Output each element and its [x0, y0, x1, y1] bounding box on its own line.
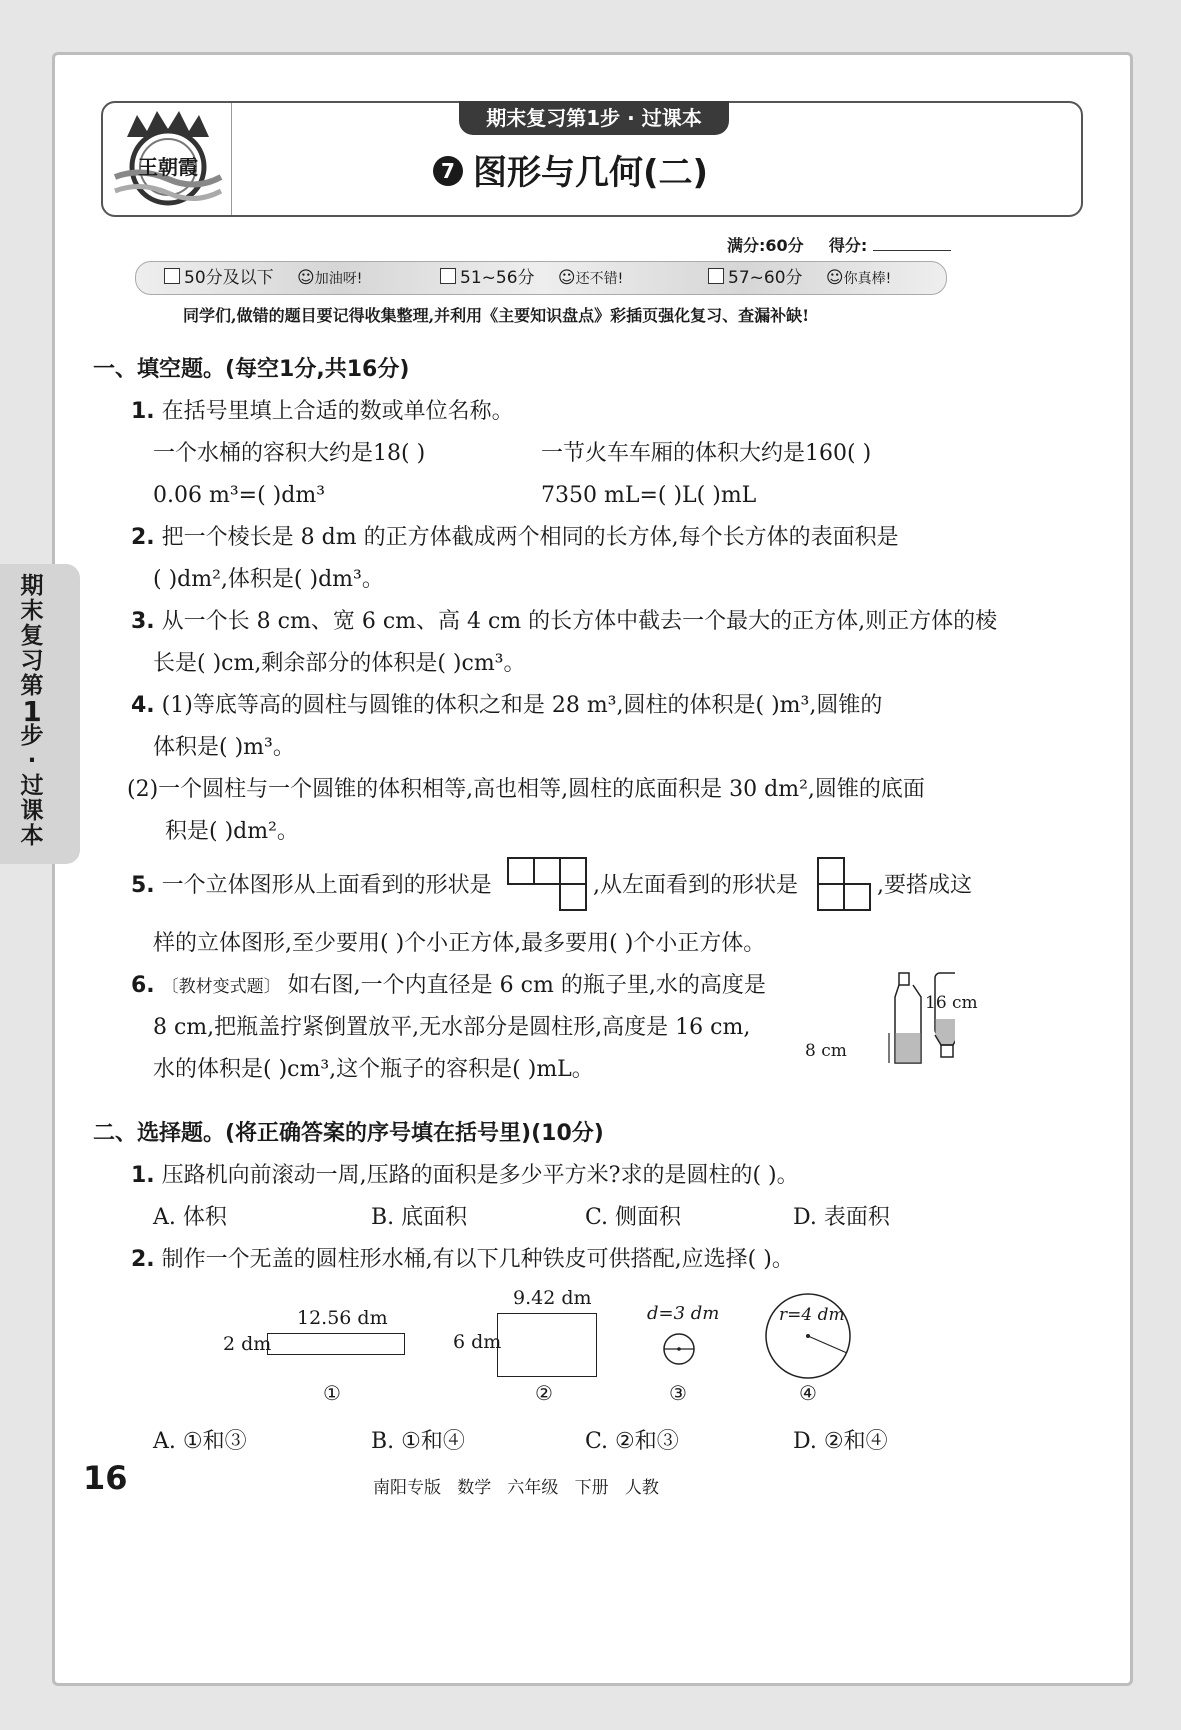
q4-line4: 积是( )dm²。	[165, 819, 299, 844]
fig1-height-label: 2 dm	[223, 1333, 272, 1355]
side-tab-char: 课	[20, 798, 44, 824]
header-divider	[231, 103, 232, 215]
bottle-figure	[845, 971, 955, 1071]
logo	[113, 107, 223, 207]
q1-stem	[131, 397, 514, 427]
rating-range: 51~56分	[460, 268, 535, 288]
q6-line2: 8 cm,把瓶盖拧紧倒置放平,无水部分是圆柱形,高度是 16 cm,	[153, 1015, 751, 1040]
q-number: 2.	[131, 1247, 155, 1272]
s2-q1-stem	[131, 1161, 799, 1191]
side-tab-text	[0, 574, 64, 849]
got-score-blank[interactable]	[873, 250, 951, 251]
q-number: 4.	[131, 693, 155, 718]
fig3-number: ③	[669, 1381, 687, 1405]
rating-checkbox[interactable]	[708, 268, 724, 284]
s2-q2-option-a[interactable]: A. ①和③	[153, 1429, 247, 1454]
rating-bar	[135, 261, 947, 295]
rating-item	[164, 262, 362, 295]
score-line	[727, 233, 951, 256]
q-number: 1.	[131, 399, 155, 424]
q5-end: ,要搭成这	[877, 873, 972, 898]
section2-title: 二、选择题。(将正确答案的序号填在括号里)(10分)	[93, 1121, 604, 1146]
q6-tag: 〔教材变式题〕	[161, 977, 281, 997]
step-banner	[459, 101, 729, 135]
side-tab-char: 步	[20, 723, 44, 749]
rating-checkbox[interactable]	[440, 268, 456, 284]
q4-line3: (2)一个圆柱与一个圆锥的体积相等,高也相等,圆柱的底面积是 30 dm²,圆锥的底面	[127, 777, 925, 802]
q5-mid: ,从左面看到的形状是	[593, 873, 798, 898]
s2-q1-option-a[interactable]: A. 体积	[153, 1205, 227, 1230]
top-view-figure	[507, 857, 589, 913]
q-number: 3.	[131, 609, 155, 634]
fig2-height-label: 6 dm	[453, 1331, 502, 1353]
page-sheet	[52, 52, 1133, 1686]
unit-title: 图形与几何(二)	[473, 153, 709, 193]
side-tab-char: 1	[22, 695, 42, 728]
unit-number: 7	[441, 159, 455, 183]
q-number: 5.	[131, 873, 155, 898]
q3-stem	[131, 607, 997, 637]
fig3-diameter-label: d=3 dm	[647, 1303, 720, 1324]
fig4-radius-label: r=4 dm	[779, 1305, 845, 1325]
q3-line2: 长是( )cm,剩余部分的体积是( )cm³。	[153, 651, 526, 676]
bottle-label-8cm: 8 cm	[805, 1041, 847, 1061]
q2-stem	[131, 523, 899, 553]
fig1-width-label: 12.56 dm	[297, 1307, 388, 1329]
left-view-figure	[817, 857, 873, 913]
s2-q1-option-b[interactable]: B. 底面积	[371, 1205, 468, 1230]
side-tab-char: 复	[20, 623, 44, 649]
fig4-number: ④	[799, 1381, 817, 1405]
rating-msg: 加油呀!	[314, 271, 363, 287]
full-score: 满分:60分	[727, 236, 804, 255]
side-tab-char: 期	[20, 573, 44, 599]
q6-line3: 水的体积是( )cm³,这个瓶子的容积是( )mL。	[153, 1057, 594, 1082]
q-number: 2.	[131, 525, 155, 550]
side-tab-char: 第	[20, 673, 44, 699]
rating-checkbox[interactable]	[164, 268, 180, 284]
q-text: 在括号里填上合适的数或单位名称。	[161, 399, 514, 424]
header-box	[101, 101, 1083, 217]
fig1-rectangle	[267, 1333, 405, 1355]
s2-q2-option-b[interactable]: B. ①和④	[371, 1429, 465, 1454]
q-text: 一个立体图形从上面看到的形状是	[161, 873, 492, 898]
side-tab-char: 习	[20, 648, 44, 674]
q-text: 压路机向前滚动一周,压路的面积是多少平方米?求的是圆柱的( )。	[161, 1163, 799, 1188]
notice: 同学们,做错的题目要记得收集整理,并利用《主要知识盘点》彩插页强化复习、查漏补缺!	[183, 306, 810, 325]
s2-q2-option-c[interactable]: C. ②和③	[585, 1429, 679, 1454]
q-text: 制作一个无盖的圆柱形水桶,有以下几种铁皮可供搭配,应选择( )。	[161, 1247, 794, 1272]
q1-c: 0.06 m³=( )dm³	[153, 483, 326, 508]
q1-a: 一个水桶的容积大约是18( )	[153, 441, 426, 466]
rating-msg: 你真棒!	[843, 271, 892, 287]
s2-q2-option-d[interactable]: D. ②和④	[793, 1429, 888, 1454]
face-icon: ☺	[825, 268, 844, 288]
unit-title-row	[433, 151, 773, 195]
fig2-rectangle	[497, 1313, 597, 1377]
face-icon: ☺	[297, 268, 315, 288]
q4-line2: 体积是( )m³。	[153, 735, 295, 760]
rating-msg: 还不错!	[575, 271, 624, 287]
rating-range: 57~60分	[728, 268, 803, 288]
q-text: 把一个棱长是 8 dm 的正方体截成两个相同的长方体,每个长方体的表面积是	[161, 525, 899, 550]
step-banner-text: 期末复习第1步 · 过课本	[486, 106, 702, 130]
unit-number-badge	[433, 156, 463, 186]
q-text: 如右图,一个内直径是 6 cm 的瓶子里,水的高度是	[287, 973, 766, 998]
page-number: 16	[83, 1459, 128, 1497]
footer-info: 南阳专版 数学 六年级 下册 人教	[373, 1478, 659, 1498]
q6-stem	[131, 971, 766, 1002]
rating-item	[440, 262, 623, 295]
s2-q1-option-c[interactable]: C. 侧面积	[585, 1205, 682, 1230]
logo-text: 王朝霞	[138, 155, 198, 179]
side-tab-char: 过	[20, 773, 44, 799]
rating-range: 50分及以下	[184, 268, 274, 288]
s2-q2-stem	[131, 1245, 794, 1275]
side-tab	[0, 564, 80, 864]
s2-q1-option-d[interactable]: D. 表面积	[793, 1205, 890, 1230]
q-number: 6.	[131, 973, 155, 998]
q4-stem	[131, 691, 882, 721]
q-text: (1)等底等高的圆柱与圆锥的体积之和是 28 m³,圆柱的体积是( )m³,圆锥的	[161, 693, 883, 718]
fig3-small-circle	[661, 1331, 697, 1367]
q5-stem	[131, 871, 492, 901]
fig2-number: ②	[535, 1381, 553, 1405]
side-tab-char: 本	[20, 823, 44, 849]
bottle-label-16cm: 16 cm	[925, 993, 978, 1013]
q-text: 从一个长 8 cm、宽 6 cm、高 4 cm 的长方体中截去一个最大的正方体,则正方体的棱	[161, 609, 998, 634]
face-icon: ☺	[557, 268, 576, 288]
q-number: 1.	[131, 1163, 155, 1188]
side-tab-char: 末	[20, 598, 44, 624]
side-tab-char: ·	[27, 748, 37, 774]
got-score-label: 得分:	[828, 236, 868, 255]
q5-line2: 样的立体图形,至少要用( )个小正方体,最多要用( )个小正方体。	[153, 931, 766, 956]
q2-line2: ( )dm²,体积是( )dm³。	[153, 567, 384, 592]
q1-b: 一节火车车厢的体积大约是160( )	[541, 441, 872, 466]
rating-item	[708, 262, 891, 295]
q1-d: 7350 mL=( )L( )mL	[541, 483, 757, 508]
section1-title: 一、填空题。(每空1分,共16分)	[93, 357, 410, 382]
fig2-width-label: 9.42 dm	[513, 1287, 592, 1309]
fig1-number: ①	[323, 1381, 341, 1405]
